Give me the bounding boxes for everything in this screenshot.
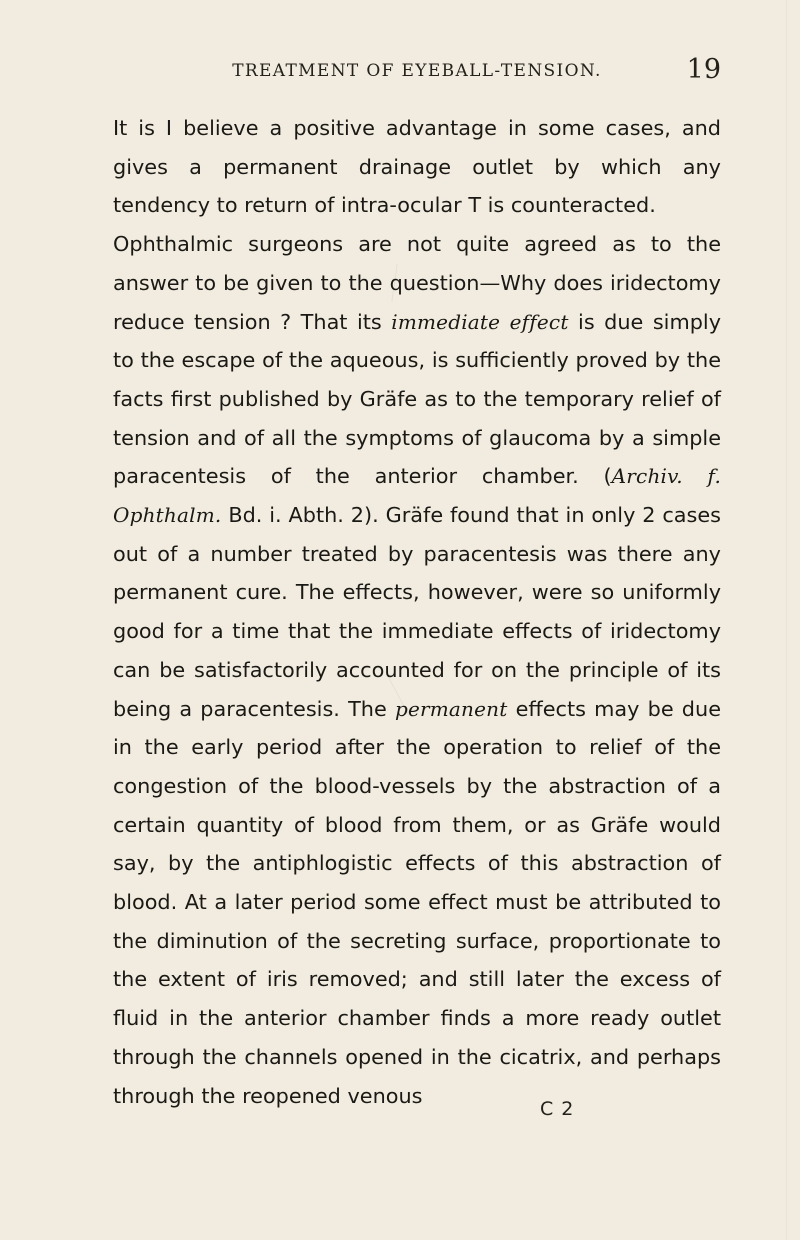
- italic-citation: Archiv. f. Ophthalm.: [113, 464, 722, 528]
- paragraph-1: [113, 109, 721, 225]
- italic-word-permanent: permanent: [394, 696, 508, 721]
- paragraph-2-text-part-3: Bd. i. Abth. 2). Gräfe found that in only 2 cases out of a number treated by paracentesis was there any permanent cure. The effects, however, were so uniformly good for a time that the immediate effects of iridectomy can be satisfactorily accounted for on the principle of its being a paracentesis. The: [113, 503, 721, 721]
- body-text: [113, 109, 721, 1115]
- running-head: TREATMENT OF EYEBALL-TENSION.: [232, 61, 602, 81]
- page-header: [113, 54, 721, 92]
- paragraph-1-text: It is I believe a positive advantage in some cases, and gives a permanent drainage outlet by which any tendency to return of intra-ocular T is counteracted.: [113, 116, 721, 218]
- italic-phrase-immediate-effect: immediate effect: [391, 309, 569, 334]
- paragraph-2-text-part-2: is due simply to the escape of the aqueous, is sufficiently proved by the facts first published by Gräfe as to the temporary relief of tension and of all the symptoms of glaucoma by a simple paracentesis of the anterior chamber. (: [113, 309, 722, 489]
- page-number: 19: [686, 54, 721, 85]
- page-edge-mark: [786, 0, 787, 1240]
- paragraph-2-text-part-1: Ophthalmic surgeons are not quite agreed as to the answer to be given to the question—Why does iridectomy reduce tension ? That its: [113, 232, 721, 334]
- paragraph-2: [113, 225, 721, 1115]
- signature-mark: C 2: [540, 1098, 575, 1120]
- paragraph-2-text-part-4: effects may be due in the early period after the operation to relief of the congestion of the blood-vessels by the abstraction of a certain quantity of blood from them, or as Gräfe would say, by the antiphlogistic effects of this abstraction of blood. At a later period some effect must be attributed to the diminution of the secreting surface, proportionate to the extent of iris removed; and still later the excess of fluid in the anterior chamber finds a more ready outlet through the channels opened in the cicatrix, and perhaps through the reopened venous: [113, 696, 721, 1108]
